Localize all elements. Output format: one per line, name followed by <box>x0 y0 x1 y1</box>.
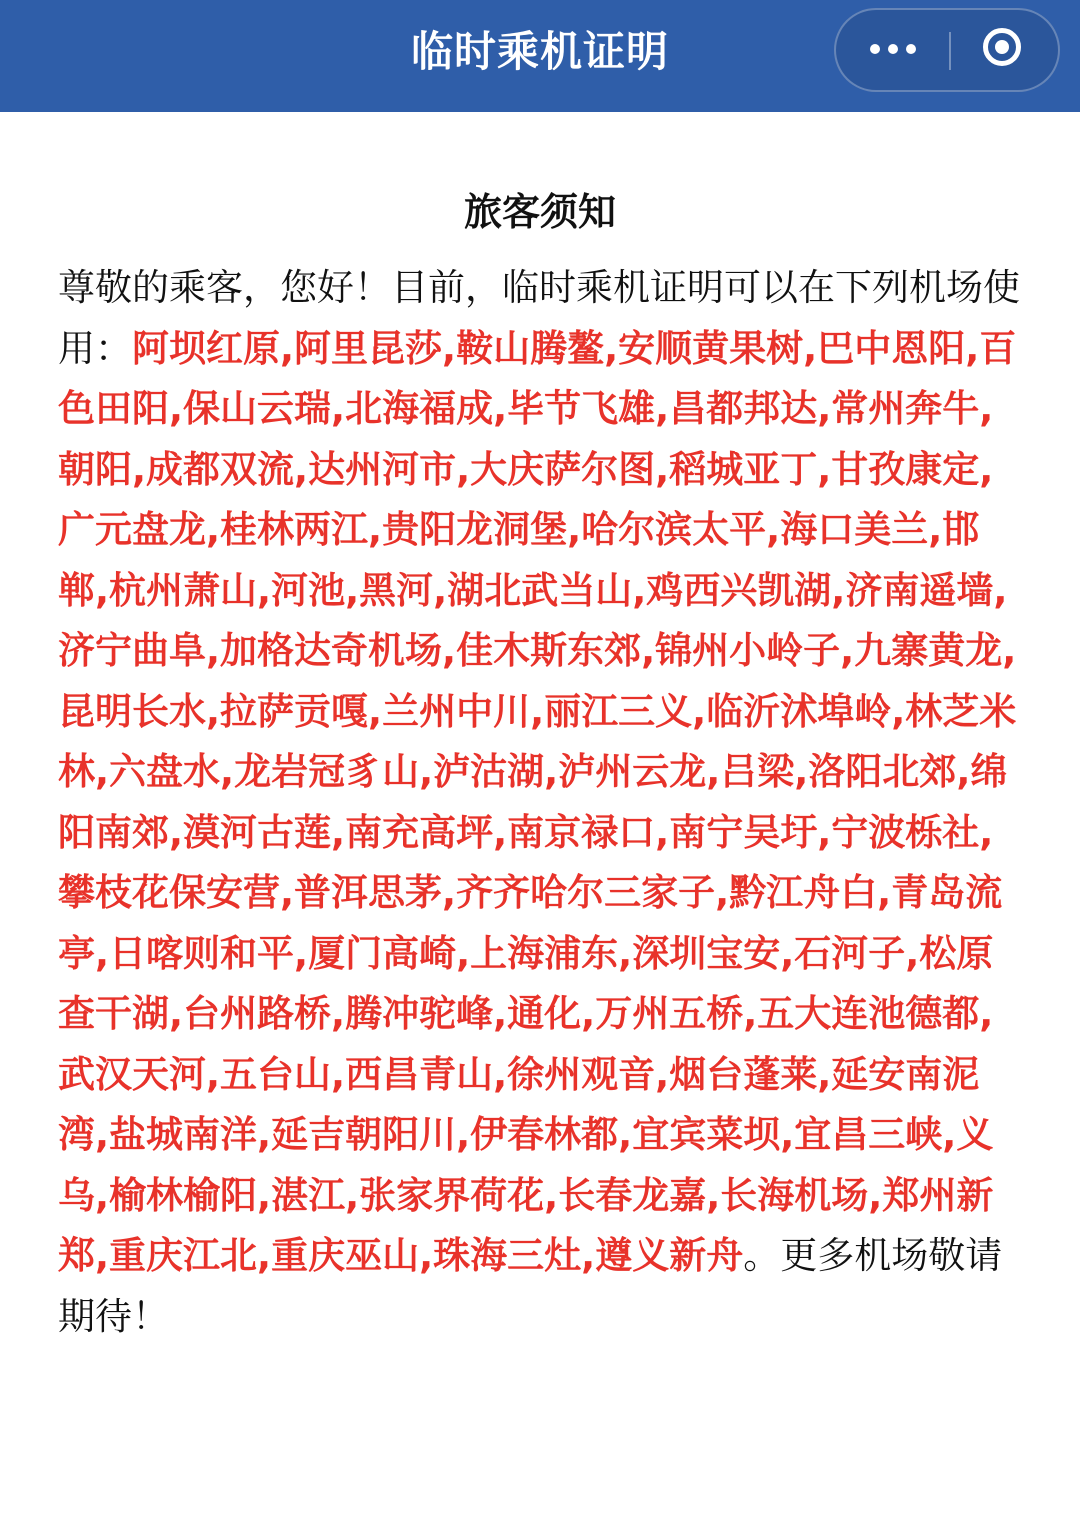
page-title: 临时乘机证明 <box>410 27 669 76</box>
notice-intro: 尊敬的乘客，您好！目前，临时乘机证明可以在下列机场使用： <box>58 266 1020 370</box>
notice-content <box>58 180 1022 1347</box>
more-button[interactable] <box>836 10 949 90</box>
close-button[interactable] <box>951 10 1058 90</box>
notice-paragraph <box>58 258 1022 1347</box>
airport-list: 阿坝红原,阿里昆莎,鞍山腾鳌,安顺黄果树,巴中恩阳,百色田阳,保山云瑞,北海福成,毕节飞雄,昌都邦达,常州奔牛,朝阳,成都双流,达州河市,大庆萨尔图,稻城亚丁,甘孜康定,广元盘龙,桂林两江,贵阳龙洞堡,哈尔滨太平,海口美兰,邯郸,杭州萧山,河池,黑河,湖北武当山,鸡西兴凯湖,济南遥墙,济宁曲阜,加格达奇机场,佳木斯东郊,锦州小岭子,九寨黄龙,昆明长水,拉萨贡嘎,兰州中川,丽江三义,临沂沭埠岭,林芝米林,六盘水,龙岩冠豸山,泸沽湖,泸州云龙,吕梁,洛阳北郊,绵阳南郊,漠河古莲,南充高坪,南京禄口,南宁吴圩,宁波栎社,攀枝花保安营,普洱思茅,齐齐哈尔三家子,黔江舟白,青岛流亭,日喀则和平,厦门高崎,上海浦东,深圳宝安,石河子,松原查干湖,台州路桥,腾冲驼峰,通化,万州五桥,五大连池德都,武汉天河,五台山,西昌青山,徐州观音,烟台蓬莱,延安南泥湾,盐城南洋,延吉朝阳川,伊春林都,宜宾菜坝,宜昌三峡,义乌,榆林榆阳,湛江,张家界荷花,长春龙嘉,长海机场,郑州新郑,重庆江北,重庆巫山,珠海三灶,遵义新舟 <box>58 326 1017 1277</box>
notice-heading: 旅客须知 <box>463 190 616 234</box>
notice-outro: 。更多机场敬请期待！ <box>58 1234 1003 1338</box>
capsule-menu <box>834 8 1060 92</box>
navigation-bar <box>0 0 1080 112</box>
